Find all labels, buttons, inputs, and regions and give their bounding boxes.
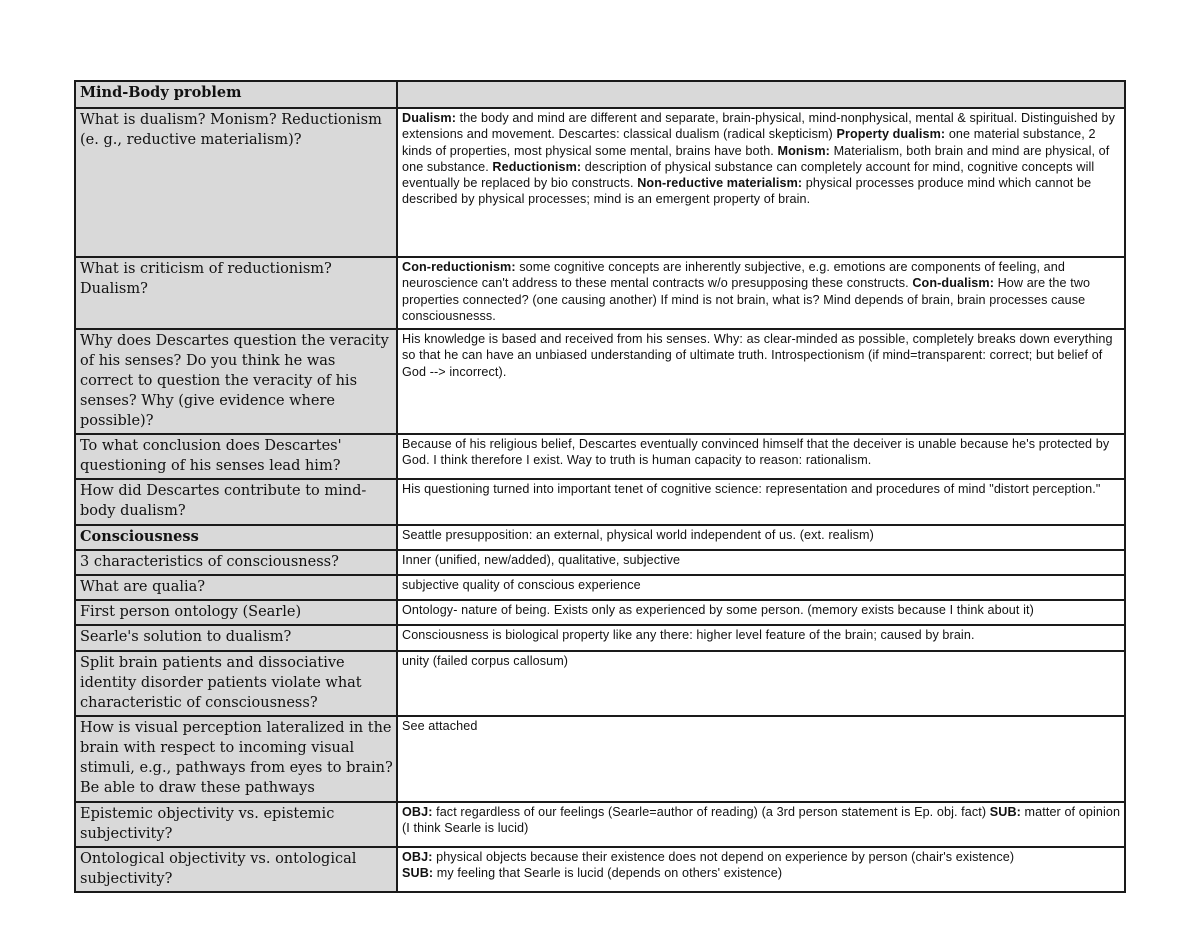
section-title-answer <box>397 81 1125 108</box>
answer-cell: See attached <box>397 716 1125 802</box>
answer-term: SUB: <box>989 805 1021 819</box>
question-cell: What is criticism of reductionism? Dualism? <box>75 257 397 329</box>
answer-cell: His knowledge is based and received from his senses. Why: as clear-minded as possible, completely breaks down everything so that he can have an unbiased understanding of ultimate truth. Introspectionism (if mind=transparent: correct; but belief of God --> incorrect). <box>397 329 1125 434</box>
question-cell: 3 characteristics of consciousness? <box>75 550 397 575</box>
answer-term: SUB: <box>402 866 434 881</box>
answer-cell: Because of his religious belief, Descartes eventually convinced himself that the deceiver is unable because he's protected by God. I think therefore I exist. Way to truth is human capacity to reason: rationalism. <box>397 434 1125 479</box>
answer-cell: OBJ: physical objects because their existence does not depend on experience by person (chair's existence) SUB: my feeling that Searle is lucid (depends on others' existence) <box>397 847 1125 892</box>
answer-term: Reductionism: <box>492 159 582 174</box>
table-row <box>75 802 1125 847</box>
section-title-answer: Seattle presupposition: an external, physical world independent of us. (ext. realism) <box>397 525 1125 550</box>
section-title: Mind-Body problem <box>75 81 397 108</box>
answer-cell: OBJ: fact regardless of our feelings (Searle=author of reading) (a 3rd person statement is Ep. obj. fact) SUB: matter of opinion (I think Searle is lucid) <box>397 802 1125 847</box>
answer-cell: His questioning turned into important tenet of cognitive science: representation and procedures of mind "distort perception." <box>397 479 1125 525</box>
section-title: Consciousness <box>75 525 397 550</box>
answer-term: Con-dualism: <box>912 276 995 291</box>
answer-cell: Con-reductionism: some cognitive concepts are inherently subjective, e.g. emotions are components of feeling, and neuroscience can't address to these mental contracts w/o presupposing these constructs. Con-dualism: How are the two properties connected? (one causing another) If mind is not brain, what is? Mind depends of brain, brain processes cause consciousnesss. <box>397 257 1125 329</box>
table-row <box>75 257 1125 329</box>
answer-term: Monism: <box>777 143 830 158</box>
table-row <box>75 550 1125 575</box>
answer-cell: Inner (unified, new/added), qualitative, subjective <box>397 550 1125 575</box>
question-cell: Epistemic objectivity vs. epistemic subjectivity? <box>75 802 397 847</box>
table-row <box>75 716 1125 802</box>
table-row <box>75 108 1125 257</box>
answer-cell: Ontology- nature of being. Exists only as experienced by some person. (memory exists because I think about it) <box>397 600 1125 625</box>
section-header-row <box>75 81 1125 108</box>
question-cell: Why does Descartes question the veracity of his senses? Do you think he was correct to question the veracity of his senses? Why (give evidence where possible)? <box>75 329 397 434</box>
table-row <box>75 329 1125 434</box>
question-cell: How is visual perception lateralized in the brain with respect to incoming visual stimuli, e.g., pathways from eyes to brain? Be able to draw these pathways <box>75 716 397 802</box>
table-row <box>75 434 1125 479</box>
question-cell: Searle's solution to dualism? <box>75 625 397 651</box>
question-cell: How did Descartes contribute to mind-body dualism? <box>75 479 397 525</box>
answer-cell: subjective quality of conscious experience <box>397 575 1125 600</box>
study-guide-table <box>74 80 1126 893</box>
question-cell: To what conclusion does Descartes' questioning of his senses lead him? <box>75 434 397 479</box>
question-cell: Ontological objectivity vs. ontological subjectivity? <box>75 847 397 892</box>
answer-term: Con-reductionism: <box>402 260 516 274</box>
answer-term: Dualism: <box>402 111 456 125</box>
table-row <box>75 479 1125 525</box>
table-row <box>75 847 1125 892</box>
answer-cell: unity (failed corpus callosum) <box>397 651 1125 716</box>
answer-cell: Consciousness is biological property like any there: higher level feature of the brain; caused by brain. <box>397 625 1125 651</box>
table-row <box>75 575 1125 600</box>
section-header-row <box>75 525 1125 550</box>
answer-term: Property dualism: <box>836 127 946 142</box>
answer-term: OBJ: <box>402 850 433 864</box>
table-row <box>75 625 1125 651</box>
answer-term: OBJ: <box>402 805 433 819</box>
table-row <box>75 651 1125 716</box>
answer-cell: Dualism: the body and mind are different and separate, brain-physical, mind-nonphysical, mental & spiritual. Distinguished by extensions and movement. Descartes: classical dualism (radical skepticism) Property dualism: one material substance, 2 kinds of properties, most physical some mental, brains have both. Monism: Materialism, both brain and mind are physical, of one substance. Reductionism: description of physical substance can completely account for mind, cognitive concepts will eventually be replaced by bio constructs. Non-reductive materialism: physical processes produce mind which cannot be described by physical processes; mind is an emergent property of brain. <box>397 108 1125 257</box>
question-cell: What is dualism? Monism? Reductionism (e. g., reductive materialism)? <box>75 108 397 257</box>
answer-term: Non-reductive materialism: <box>637 176 803 191</box>
question-cell: First person ontology (Searle) <box>75 600 397 625</box>
question-cell: Split brain patients and dissociative identity disorder patients violate what characteristic of consciousness? <box>75 651 397 716</box>
question-cell: What are qualia? <box>75 575 397 600</box>
table-row <box>75 600 1125 625</box>
